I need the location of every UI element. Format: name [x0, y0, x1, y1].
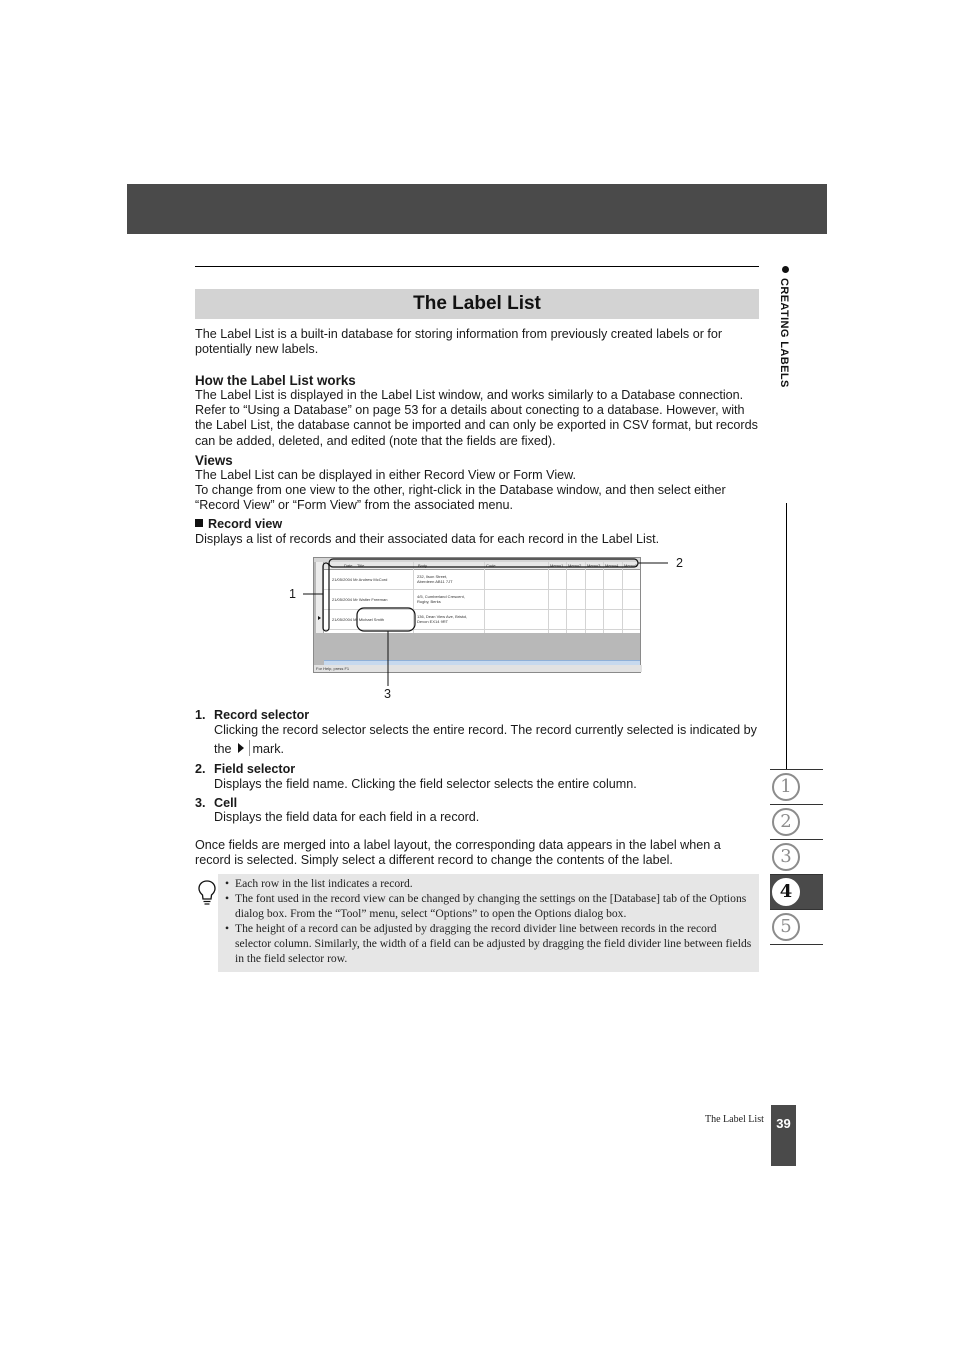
column-header-code: Code: [486, 563, 496, 568]
item-number: 1.: [195, 708, 206, 722]
tip-item: • The height of a record can be adjusted by dragging the record divider line between records in the record selector column. Similarly, the width of a field can be adjusted by dragging the field divider line between fields in the field selector row.: [225, 921, 753, 966]
footer-section-name: The Label List: [705, 1114, 764, 1125]
callout-number-1: 1: [289, 587, 297, 601]
chapter-number-icon: 4: [772, 878, 800, 906]
callout-number-3: 3: [384, 687, 392, 701]
item-title-field-selector: Field selector: [214, 762, 296, 776]
tip-item: • The font used in the record view can be changed by changing the settings on the [Database] tab of the Options dialog box. From the “Tool” menu, select “Options” to open the Options dialog box.: [225, 891, 753, 921]
item-desc-text-end: mark.: [252, 742, 284, 756]
tip-item: • Each row in the list indicates a record.: [225, 876, 753, 891]
item-desc-record-selector: [214, 721, 759, 759]
how-body: The Label List is displayed in the Label List window, and works similarly to a Database connection. Refer to “Using a Database” on page 53 for a details about conecting to a database. However, with the Label List, the database cannot be imported and can only be exported in CSV format, but records can be added, deleted, and edited (note that the fields are fixed).: [195, 388, 758, 448]
how-heading: How the Label List works: [195, 373, 356, 388]
column-header-memo1: Memo1: [550, 563, 564, 568]
row-body: 136, Dean View Ave, Bristol, Devon EX14 9RT: [417, 614, 468, 624]
record-view-body: Displays a list of records and their associated data for each record in the Label List.: [195, 532, 660, 546]
chapter-number-icon: 5: [772, 913, 800, 941]
chapter-number-icon: 2: [772, 808, 800, 836]
item-title-cell: Cell: [214, 796, 238, 810]
row-date-title: 21/05/2004 Mr Walter Freeman: [332, 597, 388, 602]
cell-outline: [357, 608, 415, 631]
sidebar-rule: [786, 503, 787, 770]
item-desc-text: Clicking the record selector selects the entire record. The record currently selected is indicated by the: [214, 723, 757, 756]
tip-list: [225, 876, 753, 966]
record-arrow-mark-icon: [235, 740, 250, 756]
column-header-body: Body: [418, 563, 428, 568]
item-title-record-selector: Record selector: [214, 708, 310, 722]
row-body: 232, Ilson Street, Aberdeen AB11 7JT: [417, 574, 453, 584]
record-view-heading-text: Record view: [208, 517, 283, 531]
item-desc-field-selector: Displays the field name. Clicking the field selector selects the entire column.: [214, 777, 637, 791]
item-number: 2.: [195, 762, 206, 776]
column-header-memo2: Memo2: [568, 563, 582, 568]
sidebar-dot: [782, 266, 789, 273]
chapter-tab-5[interactable]: [770, 909, 823, 945]
intro-paragraph: The Label List is a built-in database for storing information from previously created labels or for potentially new labels.: [195, 327, 723, 357]
page-title: The Label List: [195, 289, 759, 319]
column-header-title: Title: [357, 563, 365, 568]
chapter-tab-4-active[interactable]: [770, 874, 823, 909]
column-header-memo3: Memo3: [587, 563, 601, 568]
record-selector-outline: [323, 563, 329, 631]
item-number: 3.: [195, 796, 206, 810]
sidebar-chapter-label: CREATING LABELS: [778, 278, 790, 388]
callout-number-2: 2: [676, 556, 684, 570]
chapter-number-icon: 3: [772, 843, 800, 871]
lightbulb-icon: [197, 879, 217, 907]
closing-paragraph: Once fields are merged into a label layout, the corresponding data appears in the label when a record is selected. Simply select a different record to change the contents of the label.: [195, 838, 721, 868]
screenshot-status-bar: For Help, press F1: [314, 665, 642, 672]
row-date-title: 21/05/2004 Mr Michael Smith: [332, 617, 385, 622]
views-line1: The Label List can be displayed in either Record View or Form View.: [195, 468, 577, 482]
column-header-date: Date: [344, 563, 353, 568]
chapter-tab-3[interactable]: [770, 839, 823, 874]
chapter-number-icon: 1: [772, 773, 800, 801]
item-desc-cell: Displays the field data for each field in a record.: [214, 810, 480, 824]
field-selector-outline: [329, 559, 638, 567]
row-date-title: 21/05/2004 Mr Andrew McCord: [332, 577, 388, 582]
chapter-tab-2[interactable]: [770, 804, 823, 839]
column-header-memo4: Memo4: [605, 563, 619, 568]
chapter-tab-1[interactable]: [770, 769, 823, 804]
column-header-memo5: Memo5: [624, 563, 638, 568]
page-number: 39: [771, 1105, 796, 1166]
row-body: 4/5, Cumberland Crescent, Rugby, Berks: [417, 594, 465, 604]
views-heading: Views: [195, 453, 233, 468]
views-line2: To change from one view to the other, right-click in the Database window, and then select either “Record View” or “Form View” from the associated menu.: [195, 483, 726, 513]
